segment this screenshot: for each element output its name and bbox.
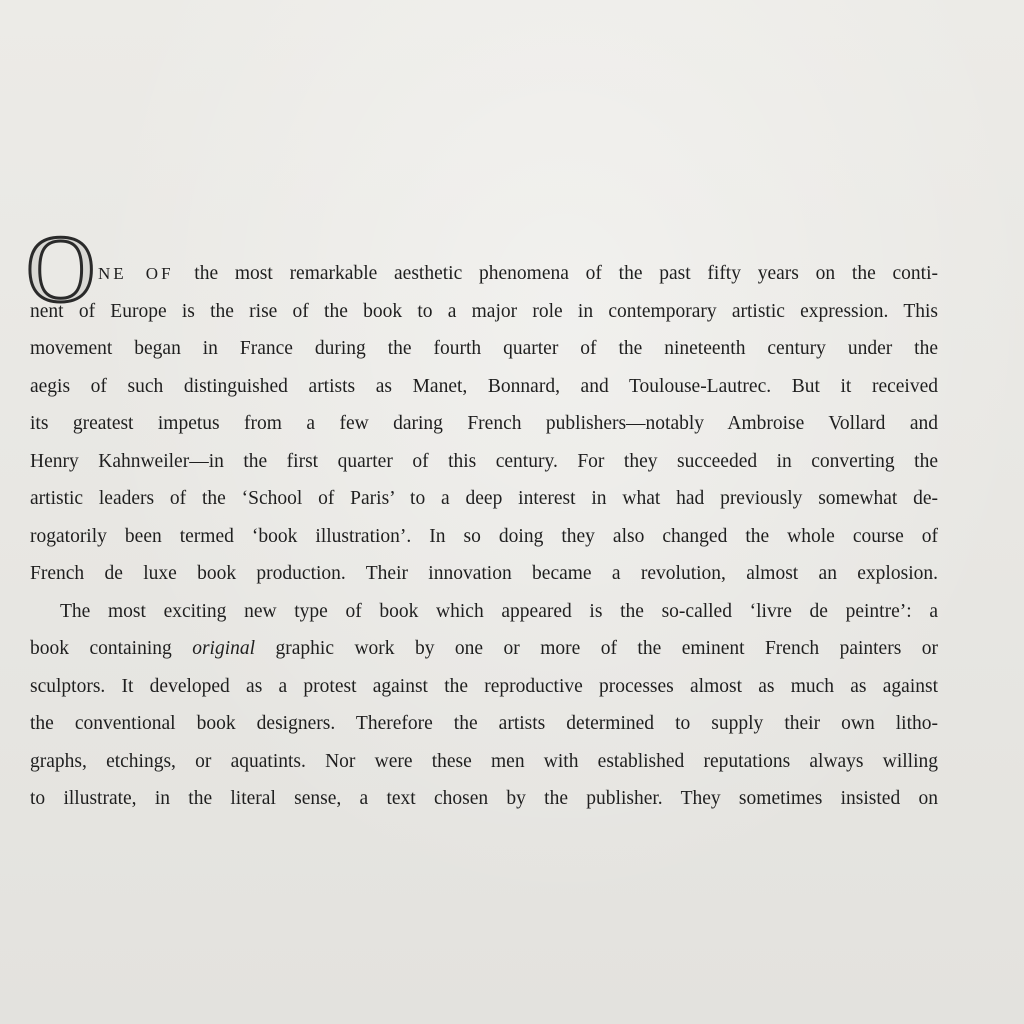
paragraph-2-line-2-before: book containing — [30, 638, 172, 659]
opening-small-caps: NE OF — [98, 264, 174, 283]
paragraph-2-line-6: to illustrate, in the literal sense, a text chosen by the publisher. They sometimes insisted on — [30, 788, 938, 809]
paragraph-1-line-1-text: the most remarkable aesthetic phenomena of the past fifty years on the conti- — [194, 263, 938, 284]
paragraph-2-line-2-after: graphic work by one or more of the eminent French painters or — [275, 638, 938, 659]
paragraph-2-line-1: The most exciting new type of book which appeared is the so-called ‘livre de peintre’: a — [60, 600, 938, 622]
paragraph-2-line-2 — [30, 630, 938, 668]
paragraph-1-line-6: Henry Kahnweiler—in the first quarter of this century. For they succeeded in converting the — [30, 450, 938, 472]
body-text — [26, 215, 938, 818]
paragraph-1-line-8: rogatorily been termed ‘book illustration’. In so doing they also changed the whole course of — [30, 525, 938, 547]
paragraph-1-line-7: artistic leaders of the ‘School of Paris’ to a deep interest in what had previously somewhat de- — [30, 488, 938, 509]
paragraph-1-line-5: its greatest impetus from a few daring French publishers—notably Ambroise Vollard and — [30, 413, 938, 434]
paragraph-1-line-2: nent of Europe is the rise of the book to a major role in contemporary artistic expression. This — [30, 300, 938, 322]
paragraph-2-line-3: sculptors. It developed as a protest against the reproductive processes almost as much as against — [30, 675, 938, 697]
paragraph-2-line-4: the conventional book designers. Therefore the artists determined to supply their own litho- — [30, 713, 938, 734]
emphasis-original: original — [192, 638, 256, 659]
paragraph-1-line-4: aegis of such distinguished artists as Manet, Bonnard, and Toulouse-Lautrec. But it received — [30, 375, 938, 397]
paragraph-1-line-3: movement began in France during the fourth quarter of the nineteenth century under the — [30, 338, 938, 359]
drop-cap: O — [26, 215, 96, 322]
paragraph-2-line-5: graphs, etchings, or aquatints. Nor were these men with established reputations always willing — [30, 750, 938, 772]
paragraph-1-line-9: French de luxe book production. Their innovation became a revolution, almost an explosion. — [30, 563, 938, 584]
